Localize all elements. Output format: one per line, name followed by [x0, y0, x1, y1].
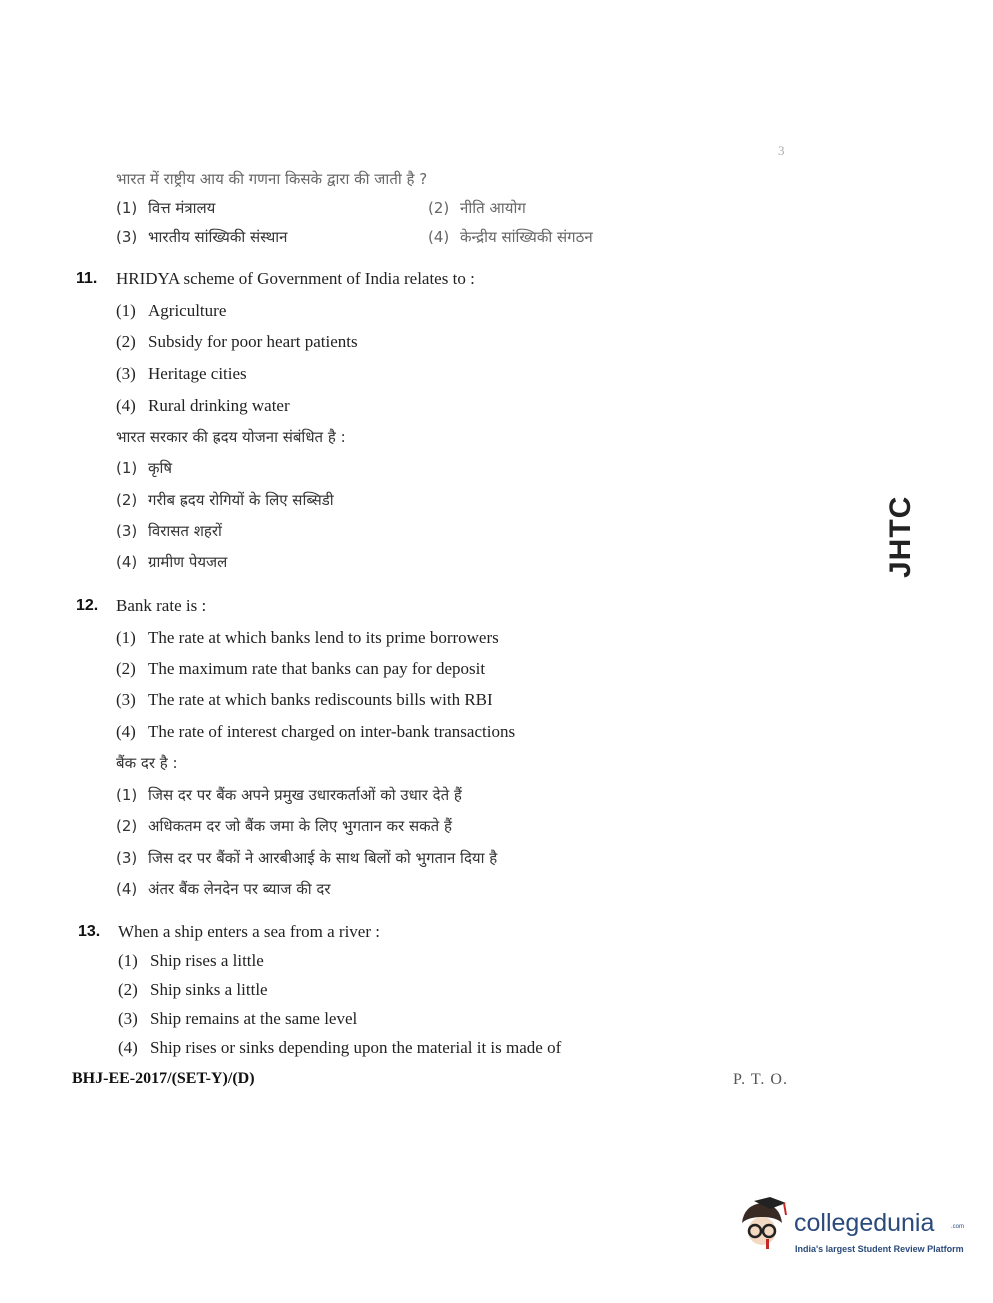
hindi-option: (4) अंतर बैंक लेनदेन पर ब्याज की दर [116, 880, 331, 898]
option: (4) The rate of interest charged on inter-bank transactions [116, 722, 516, 741]
mascot-logo-icon [736, 1195, 792, 1257]
option: (4) Ship rises or sinks depending upon the material it is made of [118, 1038, 562, 1057]
question-number: 12. [76, 597, 99, 614]
option: (1) Agriculture [116, 301, 227, 320]
question-number: 11. [76, 270, 98, 287]
hindi-option: (2) गरीब ह्रदय रोगियों के लिए सब्सिडी [116, 491, 334, 509]
hindi-option: (3) जिस दर पर बैंकों ने आरबीआई के साथ बिलों को भुगतान दिया है [116, 849, 498, 867]
hindi-option: (2) अधिकतम दर जो बैंक जमा के लिए भुगतान कर सकते हैं [116, 817, 452, 835]
option: (3) The rate at which banks rediscounts bills with RBI [116, 690, 493, 709]
brand-suffix: .com [951, 1224, 965, 1230]
brand-tagline: India's largest Student Review Platform [795, 1244, 964, 1254]
q10-hindi-option: (4) केन्द्रीय सांख्यिकी संगठन [428, 228, 593, 246]
hindi-option: (3) विरासत शहरों [116, 522, 222, 540]
option: (4) Rural drinking water [116, 396, 290, 415]
question-number: 13. [78, 923, 101, 940]
side-stamp: JHTC [884, 495, 917, 578]
option: (2) Subsidy for poor heart patients [116, 332, 358, 351]
question-text: HRIDYA scheme of Government of India relates to : [116, 269, 475, 288]
paper-code: BHJ-EE-2017/(SET-Y)/(D) [72, 1070, 255, 1087]
question-text: Bank rate is : [116, 596, 207, 615]
brand-name: collegedunia [794, 1209, 935, 1237]
option: (1) Ship rises a little [118, 951, 264, 970]
hindi-option: (4) ग्रामीण पेयजल [116, 553, 228, 571]
question-text: When a ship enters a sea from a river : [118, 922, 380, 941]
hindi-option: (1) कृषि [116, 459, 173, 477]
pto-label: P. T. O. [733, 1071, 788, 1088]
q10-hindi-option: (3) भारतीय सांख्यिकी संस्थान [116, 228, 288, 246]
hindi-question-text: भारत सरकार की ह्रदय योजना संबंधित है : [116, 428, 346, 446]
hindi-option: (1) जिस दर पर बैंक अपने प्रमुख उधारकर्ताओं को उधार देते हैं [116, 786, 462, 804]
option: (3) Heritage cities [116, 364, 247, 383]
q10-hindi-option: (1) वित्त मंत्रालय [116, 199, 216, 217]
page-number: 3 [778, 143, 785, 158]
q10-hindi-option: (2) नीति आयोग [428, 199, 526, 217]
option: (2) Ship sinks a little [118, 980, 268, 999]
option: (2) The maximum rate that banks can pay for deposit [116, 659, 486, 678]
option: (1) The rate at which banks lend to its prime borrowers [116, 628, 499, 647]
q10-hindi-question: भारत में राष्ट्रीय आय की गणना किसके द्वारा की जाती है ? [116, 170, 428, 188]
hindi-question-text: बैंक दर है : [116, 754, 178, 772]
option: (3) Ship remains at the same level [118, 1009, 358, 1028]
